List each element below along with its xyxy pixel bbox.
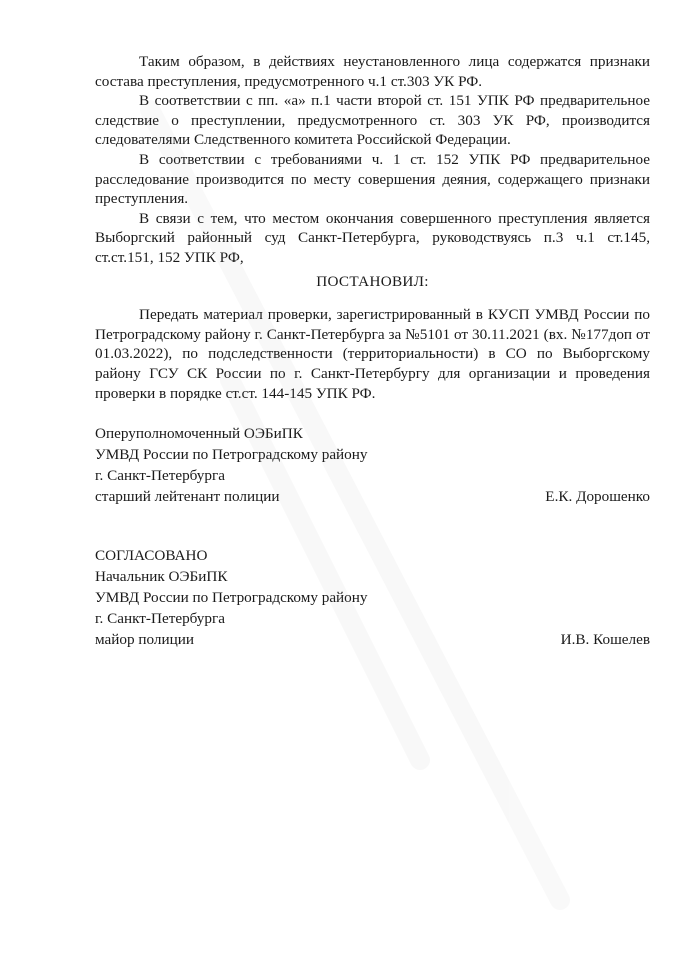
chief-position: Начальник ОЭБиПК	[95, 568, 228, 585]
officer-name: Е.К. Дорошенко	[545, 488, 650, 505]
officer-rank: старший лейтенант полиции	[95, 488, 280, 505]
chief-name: И.В. Кошелев	[560, 631, 650, 648]
document-body	[95, 52, 650, 403]
paragraph-resolution: Передать материал проверки, зарегистрированный в КУСП УМВД России по Петроградскому району г. Санкт-Петербурга за №5101 от 30.11.2021 (вх. №177доп от 01.03.2022), по подследственности (территориальности) в СО по Выборгскому району ГСУ СК России по г. Санкт-Петербургу для организации и проведения проверки в порядке ст.ст. 144-145 УПК РФ.	[95, 306, 650, 402]
officer-city: г. Санкт-Петербурга	[95, 467, 225, 484]
paragraph-grounds: В связи с тем, что местом окончания совершенного преступления является Выборгский районный суд Санкт-Петербурга, руководствуясь п.3 ч.1 ст.145, ст.ст.151, 152 УПК РФ,	[95, 209, 650, 266]
officer-position: Оперуполномоченный ОЭБиПК	[95, 425, 303, 442]
chief-department: УМВД России по Петроградскому району	[95, 589, 368, 606]
officer-department: УМВД России по Петроградскому району	[95, 446, 368, 463]
paragraph-jurisdiction: В соответствии с пп. «а» п.1 части второй ст. 151 УПК РФ предварительное следствие о преступлении, предусмотренного ст. 303 УК РФ, производится следователями Следственного комитета Российской Федерации.	[95, 92, 650, 149]
approval-label: СОГЛАСОВАНО	[95, 547, 208, 564]
chief-city: г. Санкт-Петербурга	[95, 610, 225, 627]
approval-signature-block	[95, 545, 650, 650]
officer-rank-line	[95, 486, 650, 507]
paragraph-conclusion: Таким образом, в действиях неустановленного лица содержатся признаки состава преступления, предусмотренного ч.1 ст.303 УК РФ.	[95, 53, 650, 90]
decision-heading: ПОСТАНОВИЛ:	[316, 272, 429, 290]
officer-signature-block	[95, 423, 650, 507]
chief-rank: майор полиции	[95, 631, 194, 648]
chief-rank-line	[95, 629, 650, 650]
paragraph-place: В соответствии с требованиями ч. 1 ст. 152 УПК РФ предварительное расследование производится по месту совершения деяния, содержащего признаки преступления.	[95, 150, 650, 208]
